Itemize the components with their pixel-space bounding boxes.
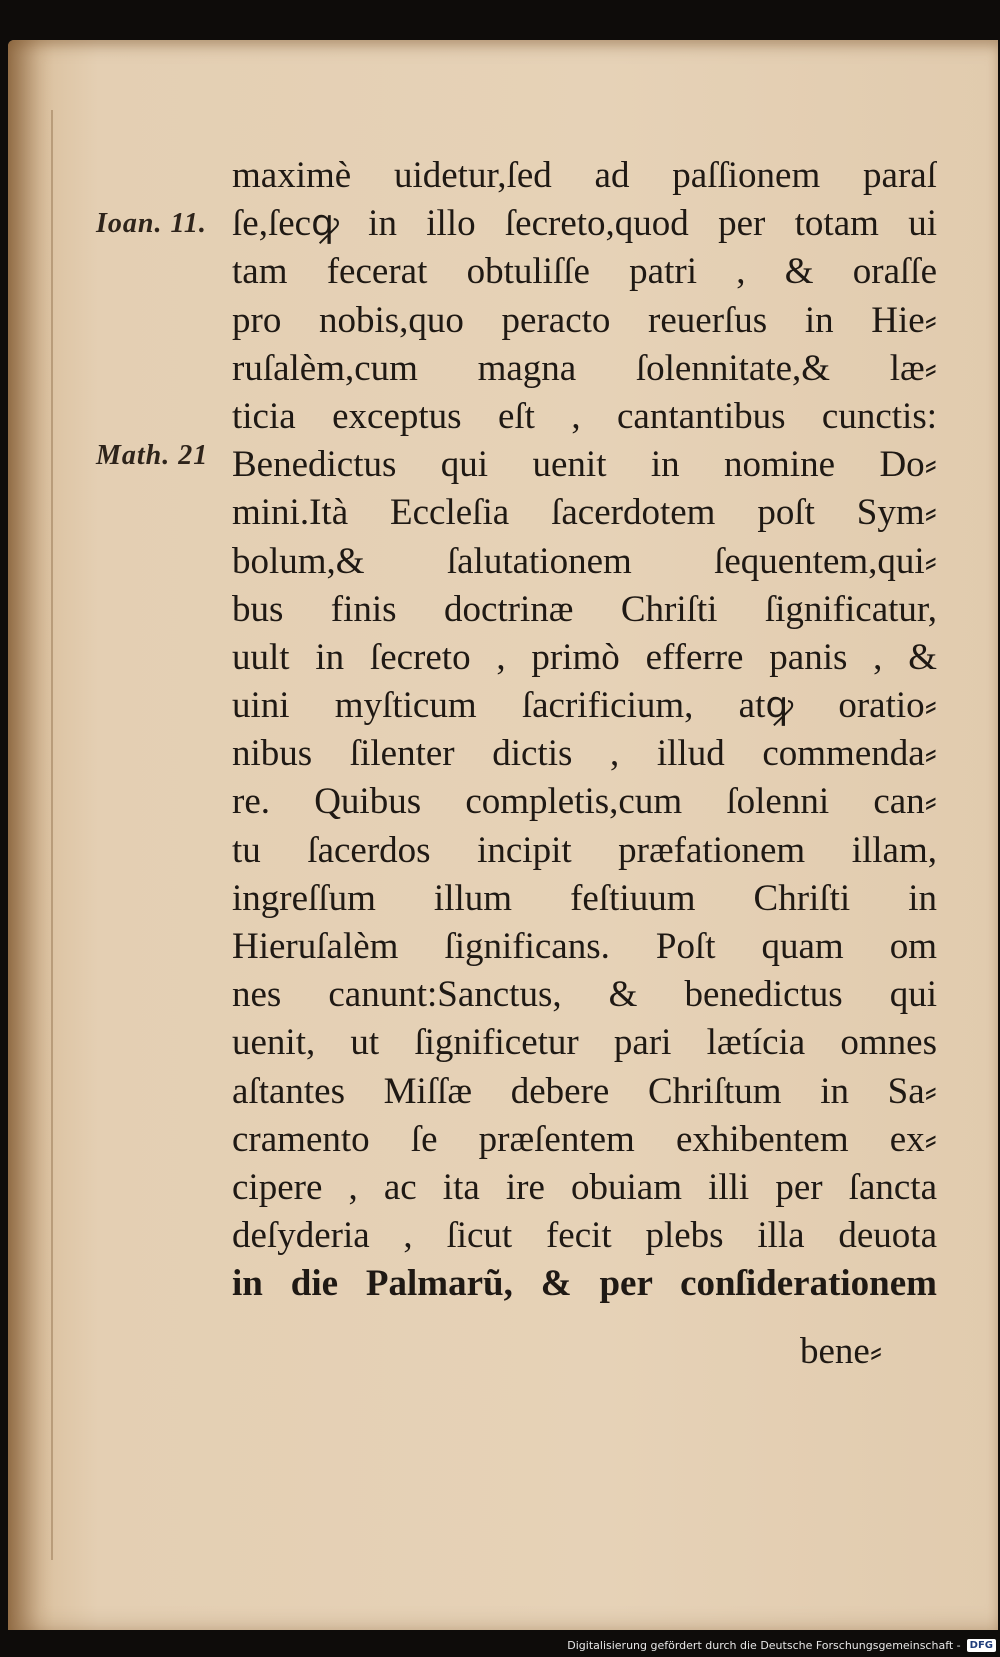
text-line: mini.Ità Eccleſia ſacerdotem poſt Sym⸗ [232,492,937,534]
text-line: Benedictus qui uenit in nomine Do⸗ [232,444,937,486]
footer-credit: Digitalisierung gefördert durch die Deutsche Forschungsgemeinschaft - [567,1638,961,1652]
margin-note-ioan: Ioan. 11. [96,208,207,239]
text-line: ſe,ſecꝙ in illo ſecreto,quod per totam ui [232,203,937,245]
text-line: bolum,& ſalutationem ſequentem,qui⸗ [232,540,937,582]
digitization-footer [567,1635,996,1655]
text-line: tu ſacerdos incipit præfationem illam, [232,829,937,871]
text-line: maximè uidetur,ſed ad paſſionem paraſ [232,155,937,196]
dfg-logo-icon: DFG [967,1639,996,1652]
text-line: aſtantes Miſſæ debere Chriſtum in Sa⸗ [232,1070,937,1112]
text-line: uult in ſecreto , primò efferre panis , & [232,636,937,678]
page-gutter [8,40,54,1630]
text-line: cipere , ac ita ire obuiam illi per ſancta [232,1166,937,1208]
main-text [232,152,937,1309]
text-line: cramento ſe præſentem exhibentem ex⸗ [232,1118,937,1160]
text-line: ingreſſum illum feſtiuum Chriſti in [232,877,937,919]
text-line: tam fecerat obtuliſſe patri , & oraſſe [232,251,937,293]
text-line: ruſalèm,cum magna ſolennitate,& læ⸗ [232,347,937,389]
text-line: in die Palmarũ, & per conſiderationem [232,1263,937,1305]
catchword: bene⸗ [800,1331,883,1372]
text-line: nes canunt:Sanctus, & benedictus qui [232,974,937,1016]
text-line: pro nobis,quo peracto reuerſus in Hie⸗ [232,299,937,341]
text-line: Hieruſalèm ſignificans. Poſt quam om [232,926,937,967]
page-fold [51,110,53,1560]
text-line: uini myſticum ſacrificium, atꝙ oratio⸗ [232,685,937,727]
text-line: deſyderia , ſicut fecit plebs illa deuota [232,1215,937,1257]
text-line: re. Quibus completis,cum ſolenni can⸗ [232,781,937,823]
margin-note-math: Math. 21 [96,440,209,471]
text-line: bus finis doctrinæ Chriſti ſignificatur, [232,588,937,630]
text-line: uenit, ut ſignificetur pari lætícia omnes [232,1022,937,1064]
text-line: ticia exceptus eſt , cantantibus cunctis: [232,395,937,437]
text-line: nibus ſilenter dictis , illud commenda⸗ [232,733,937,775]
